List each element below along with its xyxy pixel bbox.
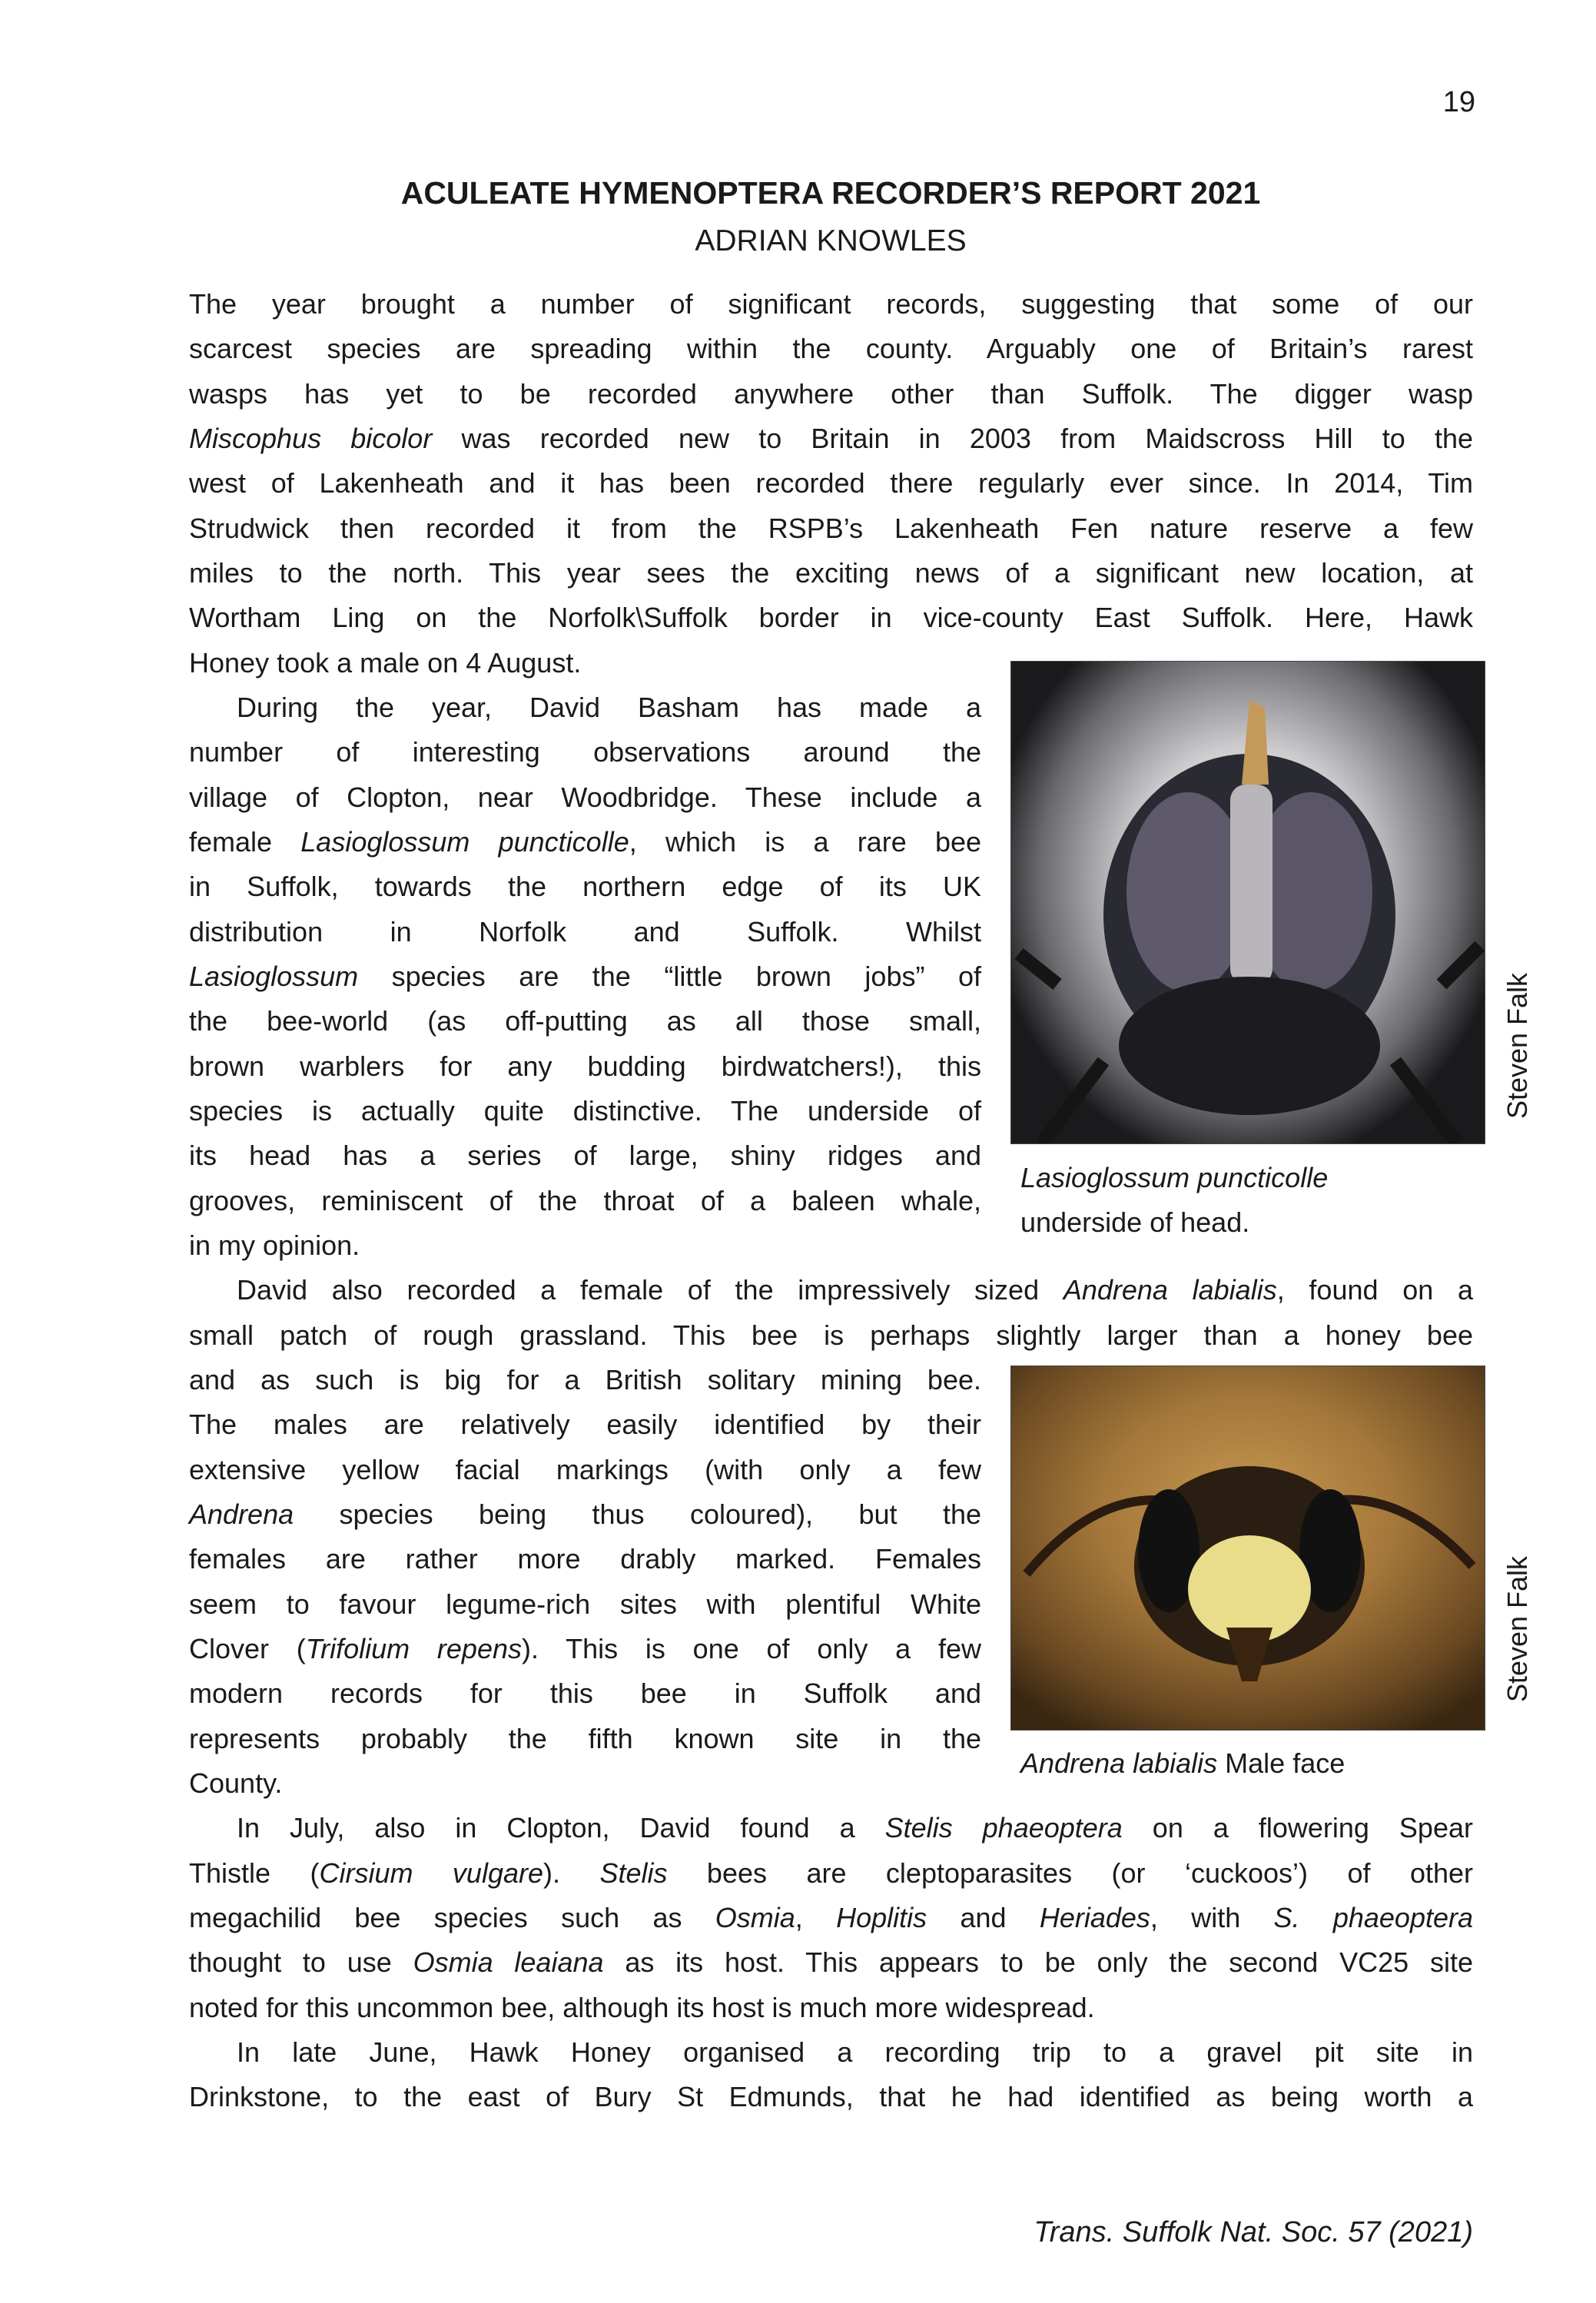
text-segment: its head has a series of large, shiny ridges and (189, 1140, 981, 1172)
text-line (189, 1358, 981, 1402)
text-segment: species is actually quite distinctive. The underside of (189, 1094, 981, 1127)
text-line (189, 506, 1473, 551)
text-line (189, 999, 981, 1044)
photo-credit-2: Steven Falk (1501, 1555, 1533, 1703)
italic-species-name: Stelis phaeoptera (884, 1812, 1123, 1844)
text-segment: Honey took a male on 4 August. (189, 646, 582, 679)
text-segment: in Suffolk, towards the northern edge of its UK (189, 871, 981, 903)
text-segment: and as such is big for a British solitary mining bee. (189, 1363, 981, 1395)
italic-species-name: Andrena (189, 1498, 294, 1530)
text-segment: in my opinion. (189, 1229, 360, 1261)
photo-credit-1: Steven Falk (1501, 972, 1533, 1120)
italic-species-name: Andrena labialis (1063, 1274, 1277, 1306)
text-segment: David also recorded a female of the impressively sized (237, 1274, 1063, 1306)
text-line (189, 1448, 981, 1492)
italic-species-name: Osmia leaiana (413, 1946, 604, 1979)
text-segment: bees are cleptoparasites (or ‘cuckoos’) of other (667, 1857, 1473, 1889)
text-segment: small patch of rough grassland. This bee is perhaps slightly larger than a honey bee (189, 1319, 1473, 1351)
caption-species: Andrena labialis (1020, 1747, 1218, 1779)
journal-footer: Trans. Suffolk Nat. Soc. 57 (2021) (1034, 2216, 1473, 2248)
text-line (189, 372, 1473, 416)
text-segment: , with (1150, 1901, 1274, 1933)
page-number: 19 (1442, 86, 1475, 118)
italic-species-name: Heriades (1039, 1901, 1150, 1933)
text-line (189, 954, 981, 999)
text-line (189, 1268, 1473, 1312)
text-segment: on a flowering Spear (1122, 1812, 1473, 1844)
text-line (189, 1896, 1473, 1940)
text-segment: Drinkstone, to the east of Bury St Edmunds, that he had identified as being worth a (189, 2081, 1473, 2113)
text-segment: modern records for this bee in Suffolk and (189, 1677, 981, 1710)
text-segment: In July, also in Clopton, David found a (237, 1812, 885, 1844)
text-segment: ). (543, 1857, 600, 1889)
italic-species-name: Stelis (599, 1857, 668, 1889)
text-line (189, 1806, 1473, 1850)
text-segment: species are the “little brown jobs” of (358, 960, 981, 992)
text-line (189, 1089, 981, 1133)
text-segment: distribution in Norfolk and Suffolk. Whilst (189, 915, 981, 947)
photo-lasioglossum-head (1010, 661, 1485, 1144)
text-segment: In late June, Hawk Honey organised a recording trip to a gravel pit site in (237, 2036, 1473, 2068)
text-line (189, 1223, 981, 1268)
text-segment: females are rather more drably marked. Females (189, 1543, 981, 1575)
text-segment: as its host. This appears to be only the second VC25 site (603, 1946, 1473, 1979)
text-segment: the bee-world (as off-putting as all those small, (189, 1005, 981, 1037)
text-line (189, 1986, 1473, 2030)
italic-species-name: Lasioglossum (189, 960, 359, 992)
bee-face-illustration (1011, 1366, 1485, 1730)
photo-caption-1 (1020, 1156, 1328, 1245)
text-line (189, 1133, 981, 1178)
text-line (189, 1313, 1473, 1358)
text-segment: Clover ( (189, 1632, 306, 1664)
text-segment: female (189, 825, 301, 858)
italic-species-name: S. phaeoptera (1273, 1901, 1474, 1933)
caption-description: Male face (1217, 1747, 1345, 1779)
text-segment: , found on a (1276, 1274, 1473, 1306)
text-line (189, 551, 1473, 596)
text-line (189, 864, 981, 909)
text-line (189, 1851, 1473, 1896)
italic-species-name: Osmia (715, 1901, 795, 1933)
text-line (189, 282, 1473, 327)
text-line (189, 1717, 981, 1761)
text-line (189, 327, 1473, 371)
caption-species: Lasioglossum puncticolle (1020, 1162, 1329, 1193)
text-segment: The year brought a number of significant records, suggesting that some of our (189, 288, 1473, 320)
text-segment: represents probably the fifth known site in the (189, 1722, 981, 1754)
text-segment: west of Lakenheath and it has been recorded there regularly ever since. In 2014, Tim (189, 467, 1473, 499)
text-segment: , (795, 1901, 837, 1933)
text-segment: Thistle ( (189, 1857, 320, 1889)
article-author: ADRIAN KNOWLES (695, 224, 967, 257)
text-segment: miles to the north. This year sees the exciting news of a significant new location, at (189, 556, 1473, 589)
text-line (189, 1044, 981, 1089)
text-line (189, 461, 1473, 506)
text-segment: Wortham Ling on the Norfolk\Suffolk border in vice-county East Suffolk. Here, Hawk (189, 602, 1473, 634)
italic-species-name: Trifolium repens (305, 1632, 522, 1664)
text-line (189, 1940, 1473, 1985)
text-line (189, 1761, 981, 1806)
text-segment: scarcest species are spreading within the county. Arguably one of Britain’s rarest (189, 333, 1473, 365)
italic-species-name: Lasioglossum puncticolle (300, 825, 629, 858)
text-line (189, 820, 981, 864)
text-line (189, 1402, 981, 1447)
bee-head-illustration (1011, 662, 1485, 1143)
text-line (189, 416, 1473, 461)
caption-description: underside of head. (1020, 1206, 1250, 1238)
text-segment: and (927, 1901, 1040, 1933)
text-segment: village of Clopton, near Woodbridge. These include a (189, 781, 981, 813)
text-segment: County. (189, 1767, 283, 1799)
text-line (189, 1492, 981, 1537)
text-line (189, 1582, 981, 1627)
text-line (189, 596, 1473, 640)
text-line (189, 1671, 981, 1716)
text-line (189, 2030, 1473, 2075)
text-line (189, 1179, 981, 1223)
photo-andrena-face (1010, 1366, 1485, 1731)
text-segment: wasps has yet to be recorded anywhere other than Suffolk. The digger wasp (189, 377, 1473, 410)
text-segment: ). This is one of only a few (522, 1632, 981, 1664)
text-segment: grooves, reminiscent of the throat of a baleen whale, (189, 1184, 981, 1216)
article-title: ACULEATE HYMENOPTERA RECORDER’S REPORT 2021 (400, 175, 1261, 211)
italic-species-name: Cirsium vulgare (319, 1857, 543, 1889)
text-line (189, 1627, 981, 1671)
text-segment: species being thus coloured), but the (294, 1498, 981, 1530)
text-line (189, 910, 981, 954)
text-line (189, 775, 981, 820)
text-segment: seem to favour legume-rich sites with plentiful White (189, 1588, 981, 1620)
text-line (189, 685, 981, 730)
text-line (189, 1537, 981, 1581)
text-segment: Strudwick then recorded it from the RSPB’s Lakenheath Fen nature reserve a few (189, 512, 1473, 544)
text-segment: extensive yellow facial markings (with only a few (189, 1453, 981, 1485)
text-segment: The males are relatively easily identified by their (189, 1409, 981, 1441)
text-segment: brown warblers for any budding birdwatchers!), this (189, 1050, 981, 1082)
text-segment: megachilid bee species such as (189, 1901, 715, 1933)
italic-species-name: Hoplitis (836, 1901, 927, 1933)
text-segment: was recorded new to Britain in 2003 from Maidscross Hill to the (432, 422, 1473, 454)
italic-species-name: Miscophus bicolor (189, 422, 433, 454)
text-segment: thought to use (189, 1946, 413, 1979)
text-line (189, 2075, 1473, 2119)
photo-caption-2 (1020, 1741, 1345, 1786)
text-line (189, 730, 981, 775)
text-segment: During the year, David Basham has made a (237, 691, 981, 723)
text-segment: noted for this uncommon bee, although its host is much more widespread. (189, 1991, 1095, 2023)
text-segment: number of interesting observations around the (189, 736, 981, 768)
text-segment: , which is a rare bee (629, 825, 982, 858)
